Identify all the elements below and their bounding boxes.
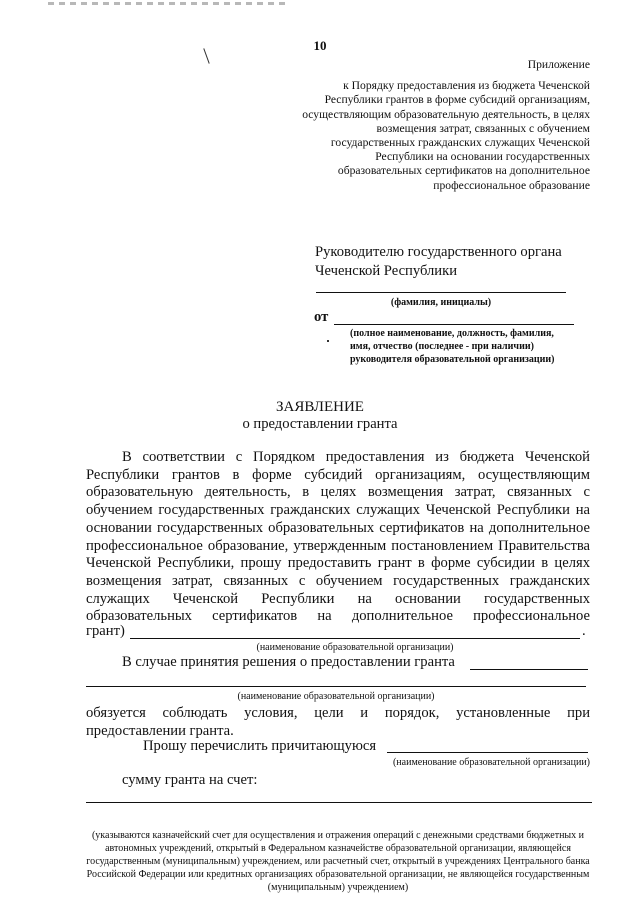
grant-decision-line[interactable]: [470, 669, 588, 670]
from-line[interactable]: [334, 324, 574, 325]
org-caption-3: (наименование образовательной организации): [392, 757, 590, 768]
org-caption-2: (наименование образовательной организации): [237, 691, 435, 702]
paragraph-2-end-text: обязуется соблюдать условия, цели и порядок, установленные при предоставлении гранта.: [86, 705, 590, 739]
addressee-block: [315, 243, 562, 281]
stray-dot: [327, 340, 329, 342]
document-subtitle: о предоставлении гранта: [242, 416, 398, 432]
scan-artifact: [48, 2, 288, 5]
from-label: от: [314, 309, 329, 325]
from-caption-line-2: имя, отчество (последнее - при наличии): [350, 341, 534, 352]
account-footnote: (указываются казначейский счет для осуществления и отражения операций с денежными средствами бюджетных и автономных учреждений, открытый в Федеральном казначействе образовательной организации, являющейся государственным (муниципальным) учреждением, или расчетный счет, открытый в учреждениях Центрального банка Российской Федерации или кредитных организациях образовательной организации, не являющейся государственным (муниципальным) учреждением): [86, 830, 590, 893]
appendix-block: [290, 58, 590, 193]
account-line[interactable]: [86, 802, 592, 803]
addressee-name-line[interactable]: [316, 292, 566, 293]
appendix-title: Приложение: [527, 58, 590, 71]
from-caption-line-1: (полное наименование, должность, фамилия,: [350, 328, 554, 339]
from-caption-line-3: руководителя образовательной организации): [350, 354, 555, 365]
addressee-line-1: Руководителю государственного органа: [315, 244, 562, 260]
request-text: Прошу перечислить причитающуюся: [143, 738, 377, 754]
page-number: 10: [313, 38, 327, 53]
from-caption: [350, 327, 555, 366]
paragraph-2-end: [86, 705, 590, 740]
paragraph-1-text: В соответствии с Порядком предоставления из бюджета Чеченской Республики грантов в форме субсидий организациям, осуществляющим образовательную деятельность, в целях возмещения затрат, связанных с обучением государственных гражданских служащих Чеченской Республики на основании государственных образовательных сертификатов на дополнительное профессиональное образование, утвержденным постановлением Правительства Чеченской Республики, прошу предоставить грант в форме субсидии в целях возмещения затрат, связанных с обучением государственных гражданских служащих Чеченской Республики на основании государственных образовательных сертификатов на дополнительное профессиональное: [86, 449, 590, 625]
appendix-text: к Порядку предоставления из бюджета Чеченской Республики грантов в форме субсидий организациям, осуществляющим образовательную деятельность, в целях возмещения затрат, связанных с обучением государственных гражданских служащих Чеченской Республики на основании государственных образовательных сертификатов на дополнительное профессиональное образование: [302, 79, 590, 192]
grant-period: .: [582, 623, 586, 639]
grant-org-line[interactable]: [130, 638, 580, 639]
org-name-line-2[interactable]: [86, 686, 586, 687]
document-title: ЗАЯВЛЕНИЕ: [276, 399, 364, 415]
grant-word: грант): [86, 623, 125, 639]
request-org-line[interactable]: [387, 752, 588, 753]
name-caption: (фамилия, инициалы): [390, 297, 492, 308]
sum-text: сумму гранта на счет:: [122, 772, 258, 788]
body-paragraph-1: [86, 449, 590, 627]
org-caption-1: (наименование образовательной организации): [256, 642, 454, 653]
paragraph-2-start: В случае принятия решения о предоставлении гранта: [122, 654, 455, 670]
addressee-line-2: Чеченской Республики: [315, 263, 458, 279]
